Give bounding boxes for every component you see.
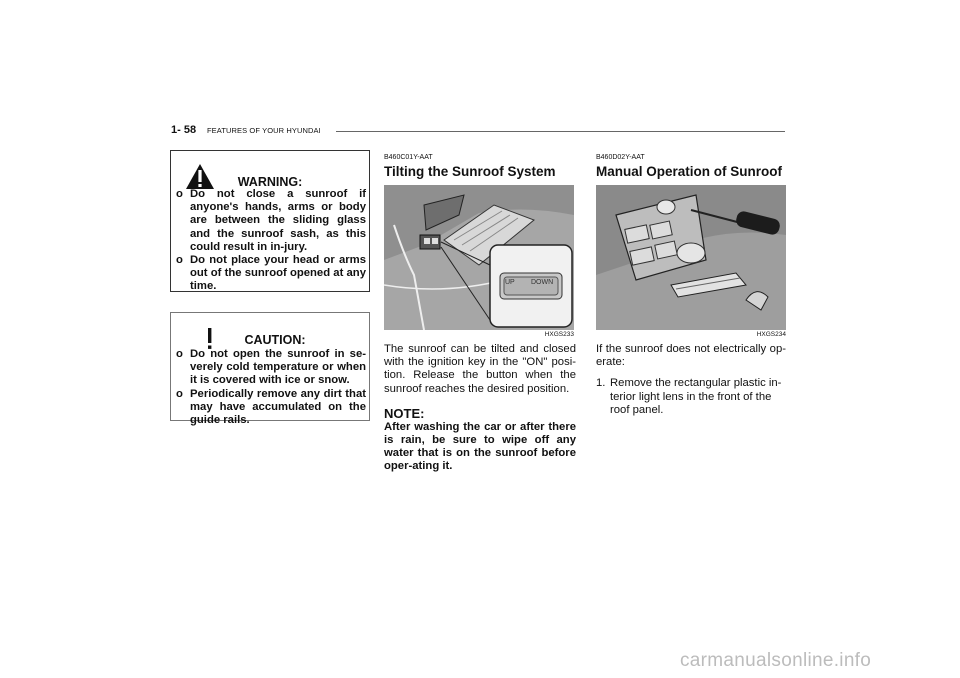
step-number: 1. — [596, 377, 606, 390]
caution-item-text: Periodically remove any dirt that may have accumulated on the guide rails. — [190, 387, 366, 427]
list-item — [174, 188, 366, 254]
page-number: 1- 58 — [171, 124, 197, 136]
bullet-mark: o — [176, 387, 183, 400]
caution-box — [170, 312, 370, 427]
manual-intro: If the sunroof does not electrically op-erate: — [596, 343, 786, 369]
figure-code: HXGS233 — [544, 331, 574, 338]
page-header — [171, 124, 785, 138]
note-label: NOTE: — [384, 405, 425, 421]
warning-list — [174, 188, 366, 294]
section-code: B460D02Y-AAT — [596, 154, 645, 161]
header-rule — [336, 131, 785, 132]
overhead-console-illustration — [596, 185, 786, 330]
caution-list — [174, 348, 366, 427]
up-button-label: UP — [505, 279, 515, 286]
manual-figure — [596, 185, 786, 330]
list-item — [174, 348, 366, 388]
warning-item-text: Do not close a sunroof if anyone's hands, arms or body are between the sliding glass and the sunroof sash, as this could result in in-jury. — [190, 188, 366, 253]
warning-title: WARNING: — [237, 175, 303, 189]
warning-box — [170, 150, 370, 292]
tilting-figure — [384, 185, 574, 330]
step-item — [596, 377, 786, 417]
section-code: B460C01Y-AAT — [384, 154, 433, 161]
section-title: FEATURES OF YOUR HYUNDAI — [207, 126, 321, 135]
manual-heading: Manual Operation of Sunroof — [596, 164, 782, 179]
warning-item-text: Do not place your head or arms out of the sunroof opened at any time. — [190, 254, 366, 293]
step-text: Remove the rectangular plastic in-terior light lens in the front of the roof panel. — [610, 377, 782, 416]
left-column — [170, 150, 370, 427]
caution-title: CAUTION: — [244, 333, 306, 347]
down-button-label: DOWN — [531, 279, 554, 286]
caution-item-text: Do not open the sunroof in se-verely cold temperature or when it is covered with ice or snow. — [190, 348, 366, 387]
right-column — [596, 154, 786, 417]
bullet-mark: o — [176, 254, 183, 267]
bullet-mark: o — [176, 188, 183, 200]
list-item — [174, 388, 366, 428]
bullet-mark: o — [176, 348, 183, 360]
tilting-text: The sunroof can be tilted and closed with the ignition key in the "ON" posi-tion. Release the button when the sunroof reaches the desired position. — [384, 343, 576, 395]
middle-column — [384, 154, 576, 474]
tilting-heading: Tilting the Sunroof System — [384, 164, 556, 179]
figure-code: HXGS234 — [756, 331, 786, 338]
sunroof-interior-illustration — [384, 185, 574, 330]
list-item — [174, 254, 366, 294]
watermark: carmanualsonline.info — [680, 650, 872, 671]
note-text: After washing the car or after there is rain, be sure to wipe off any water that is on the sunroof before oper-ating it. — [384, 420, 576, 473]
